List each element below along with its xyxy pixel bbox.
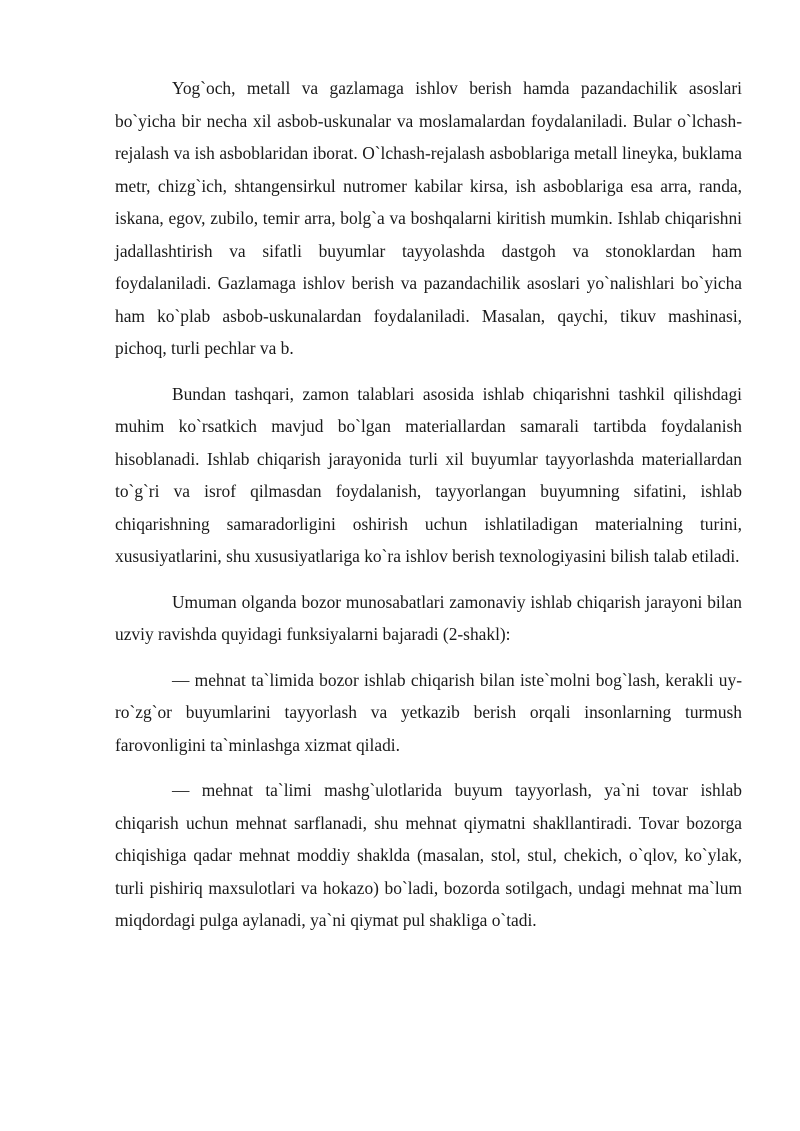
paragraph-materials: Bundan tashqari, zamon talablari asosida ishlab chiqarishni tashkil qilishdagi muhim ko`rsatkich mavjud bo`lgan materiallardan samarali tartibda foydalanish hisoblanadi. Ishlab chiqarish jarayonida turli xil buyumlar tayyorlashda materiallardan to`g`ri va isrof qilmasdan foydalanish, tayyorlangan buyumning sifatini, ishlab chiqarishning samaradorligini oshirish uchun ishlatiladigan materialning turini, xususiyatlarini, shu xususiyatlariga ko`ra ishlov berish texnologiyasini bilish talab etiladi. — [115, 383, 742, 566]
body-text — [115, 72, 742, 937]
paragraph-tools: Yog`och, metall va gazlamaga ishlov berish hamda pazandachilik asoslari bo`yicha bir necha xil asbob-uskunalar va moslamalardan foydalaniladi. Bular o`lchash-rejalash va ish asboblaridan iborat. O`lchash-rejalash asboblariga metall lineyka, buklama metr, chizg`ich, shtangensirkul nutromer kabilar kirsa, ish asboblariga esa arra, randa, iskana, egov, zubilo, temir arra, bolg`a va boshqalarni kiritish mumkin. Ishlab chiqarishni jadallashtirish va sifatli buyumlar tayyolashda dastgoh va stonoklardan ham foydalaniladi. Gazlamaga ishlov berish va pazandachilik asoslari yo`nalishlari bo`yicha ham ko`plab asbob-uskunalardan foydalaniladi. Masalan, qaychi, tikuv mashinasi, pichoq, turli pechlar va b. — [115, 78, 742, 358]
list-item-function-2: — mehnat ta`limi mashg`ulotlarida buyum tayyorlash, ya`ni tovar ishlab chiqarish uchun mehnat sarflanadi, shu mehnat qiymatni shakllantiradi. Tovar bozorga chiqishiga qadar mehnat moddiy shaklda (masalan, stol, stul, chekich, o`qlov, ko`ylak, turli pishiriq maxsulotlari va hokazo) bo`ladi, bozorda sotilgach, undagi mehnat ma`lum miqdordagi pulga aylanadi, ya`ni qiymat pul shakliga o`tadi. — [115, 780, 742, 930]
list-item-function-1: — mehnat ta`limida bozor ishlab chiqarish bilan iste`molni bog`lash, kerakli uy-ro`zg`or buyumlarini tayyorlash va yetkazib berish orqali insonlarning turmush farovonligini ta`minlashga xizmat qiladi. — [115, 669, 742, 755]
paragraph-market-functions: Umuman olganda bozor munosabatlari zamonaviy ishlab chiqarish jarayoni bilan uzviy ravishda quyidagi funksiyalarni bajaradi (2-shakl): — [115, 591, 742, 644]
